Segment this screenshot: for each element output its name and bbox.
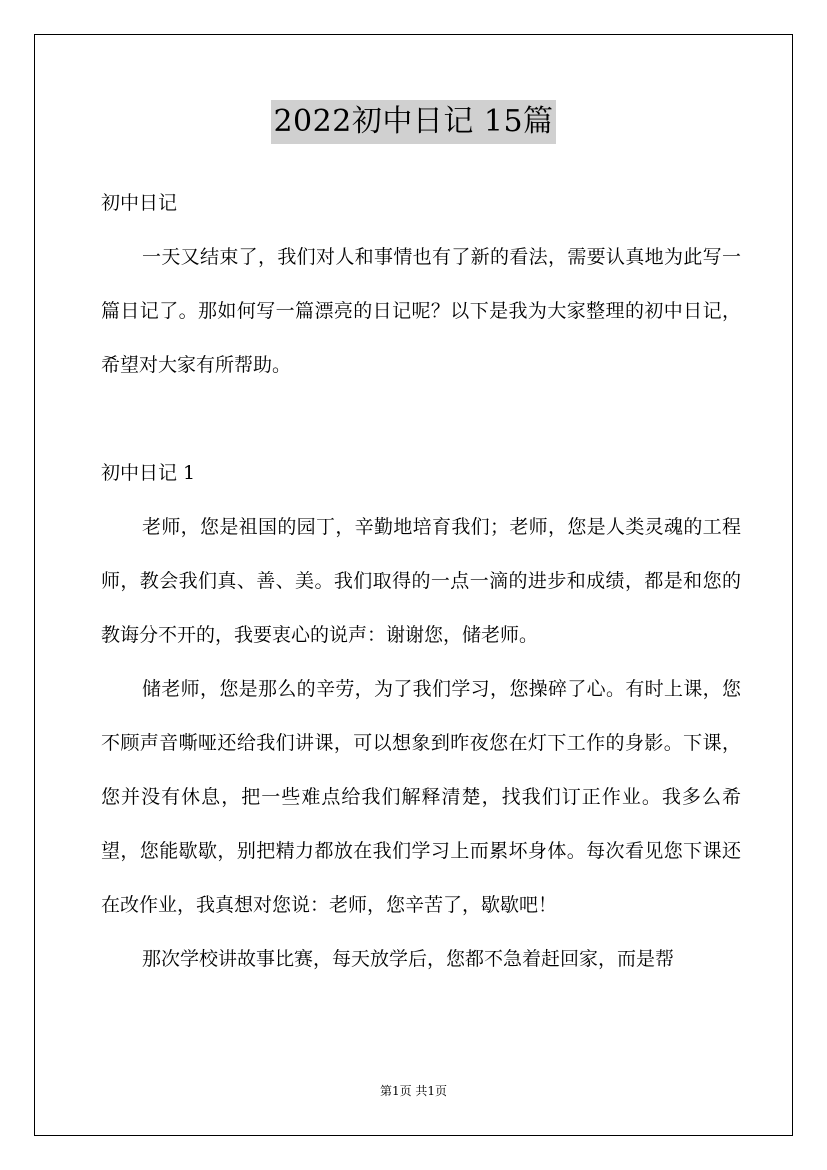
section1-paragraph-3: 那次学校讲故事比赛，每天放学后，您都不急着赶回家，而是帮	[142, 948, 675, 970]
intro-paragraph: 一天又结束了，我们对人和事情也有了新的看法，需要认真地为此写一篇日记了。那如何写一篇漂亮的日记呢？以下是我为大家整理的初中日记，希望对大家有所帮助。	[101, 246, 741, 376]
section1-heading: 初中日记 1	[101, 462, 196, 484]
section1-paragraph-2: 储老师，您是那么的辛劳，为了我们学习，您操碎了心。有时上课，您不顾声音嘶哑还给我们讲课，可以想象到昨夜您在灯下工作的身影。下课，您并没有休息，把一些难点给我们解释清楚，找我们订正作业。我多么希望，您能歇歇，别把精力都放在我们学习上而累坏身体。每次看见您下课还在改作业，我真想对您说：老师，您辛苦了，歇歇吧！	[101, 678, 741, 916]
title-container	[0, 100, 827, 144]
document-title: 2022初中日记 15篇	[271, 100, 555, 144]
section1-paragraph-1: 老师，您是祖国的园丁，辛勤地培育我们；老师，您是人类灵魂的工程师，教会我们真、善、美。我们取得的一点一滴的进步和成绩，都是和您的教诲分不开的，我要衷心的说声：谢谢您，储老师。	[101, 516, 741, 646]
page-footer: 第1页 共1页	[379, 1084, 448, 1098]
intro-heading: 初中日记	[101, 192, 178, 214]
document-body	[101, 176, 741, 986]
section-spacer	[101, 392, 741, 446]
